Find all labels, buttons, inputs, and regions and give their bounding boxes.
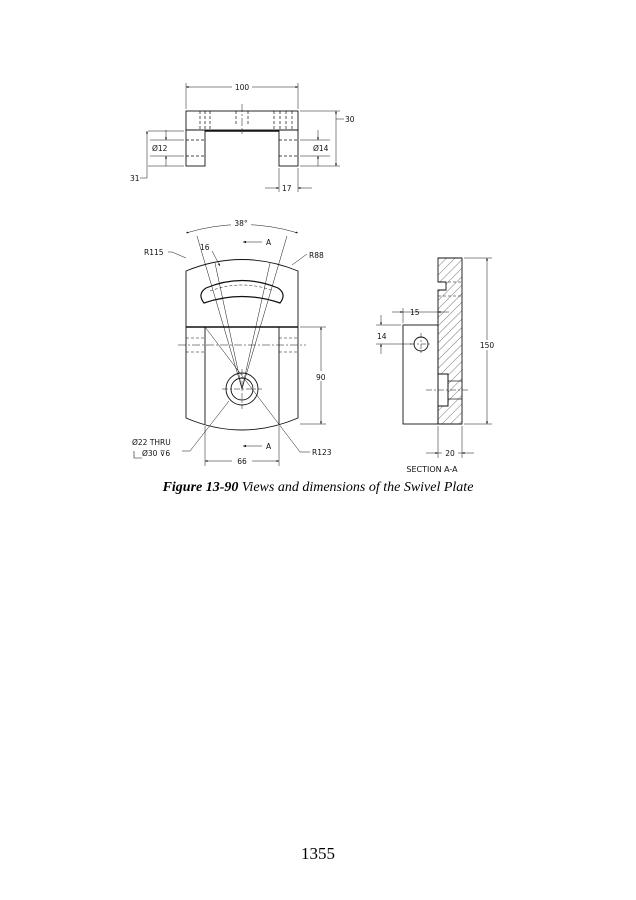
section-mark-top: A: [266, 238, 272, 247]
section-mark-bottom: A: [266, 442, 272, 451]
dim-offset-14: 14: [377, 332, 387, 341]
top-view: [140, 83, 344, 192]
section-title: SECTION A-A: [406, 465, 458, 474]
top-view-labels: [130, 82, 355, 193]
dim-height-90: 90: [316, 373, 326, 382]
dim-height-150: 150: [479, 341, 495, 350]
dim-offset-31: 31: [130, 174, 140, 183]
dim-left-hole: Ø12: [152, 144, 168, 153]
dim-thickness-20: 20: [445, 449, 455, 458]
counterbore-symbol: [134, 451, 142, 458]
dim-offset-15: 15: [410, 308, 420, 317]
section-view: [376, 258, 492, 458]
figure-number: Figure 13-90: [162, 480, 239, 495]
figure-caption: [0, 480, 636, 496]
note-counterbore: Ø30 ⊽6: [142, 449, 171, 458]
figure-caption-text: Views and dimensions of the Swivel Plate: [241, 480, 474, 495]
dim-radius-r88: R88: [309, 251, 324, 260]
dim-radius-r115: R115: [144, 248, 164, 257]
page-number: 1355: [301, 844, 335, 863]
dim-radius-r123: R123: [312, 448, 332, 457]
dim-slot-16: 16: [200, 243, 210, 252]
note-thru-hole: Ø22 THRU: [132, 438, 171, 447]
front-view: [168, 225, 326, 467]
dim-foot-17: 17: [282, 184, 292, 193]
dim-width-100: 100: [234, 83, 250, 92]
dim-angle-38: 38°: [234, 219, 248, 228]
dim-base-66: 66: [237, 457, 247, 466]
dim-height-30: 30: [345, 115, 355, 124]
section-view-labels: [377, 308, 496, 474]
dim-right-hole: Ø14: [313, 144, 329, 153]
